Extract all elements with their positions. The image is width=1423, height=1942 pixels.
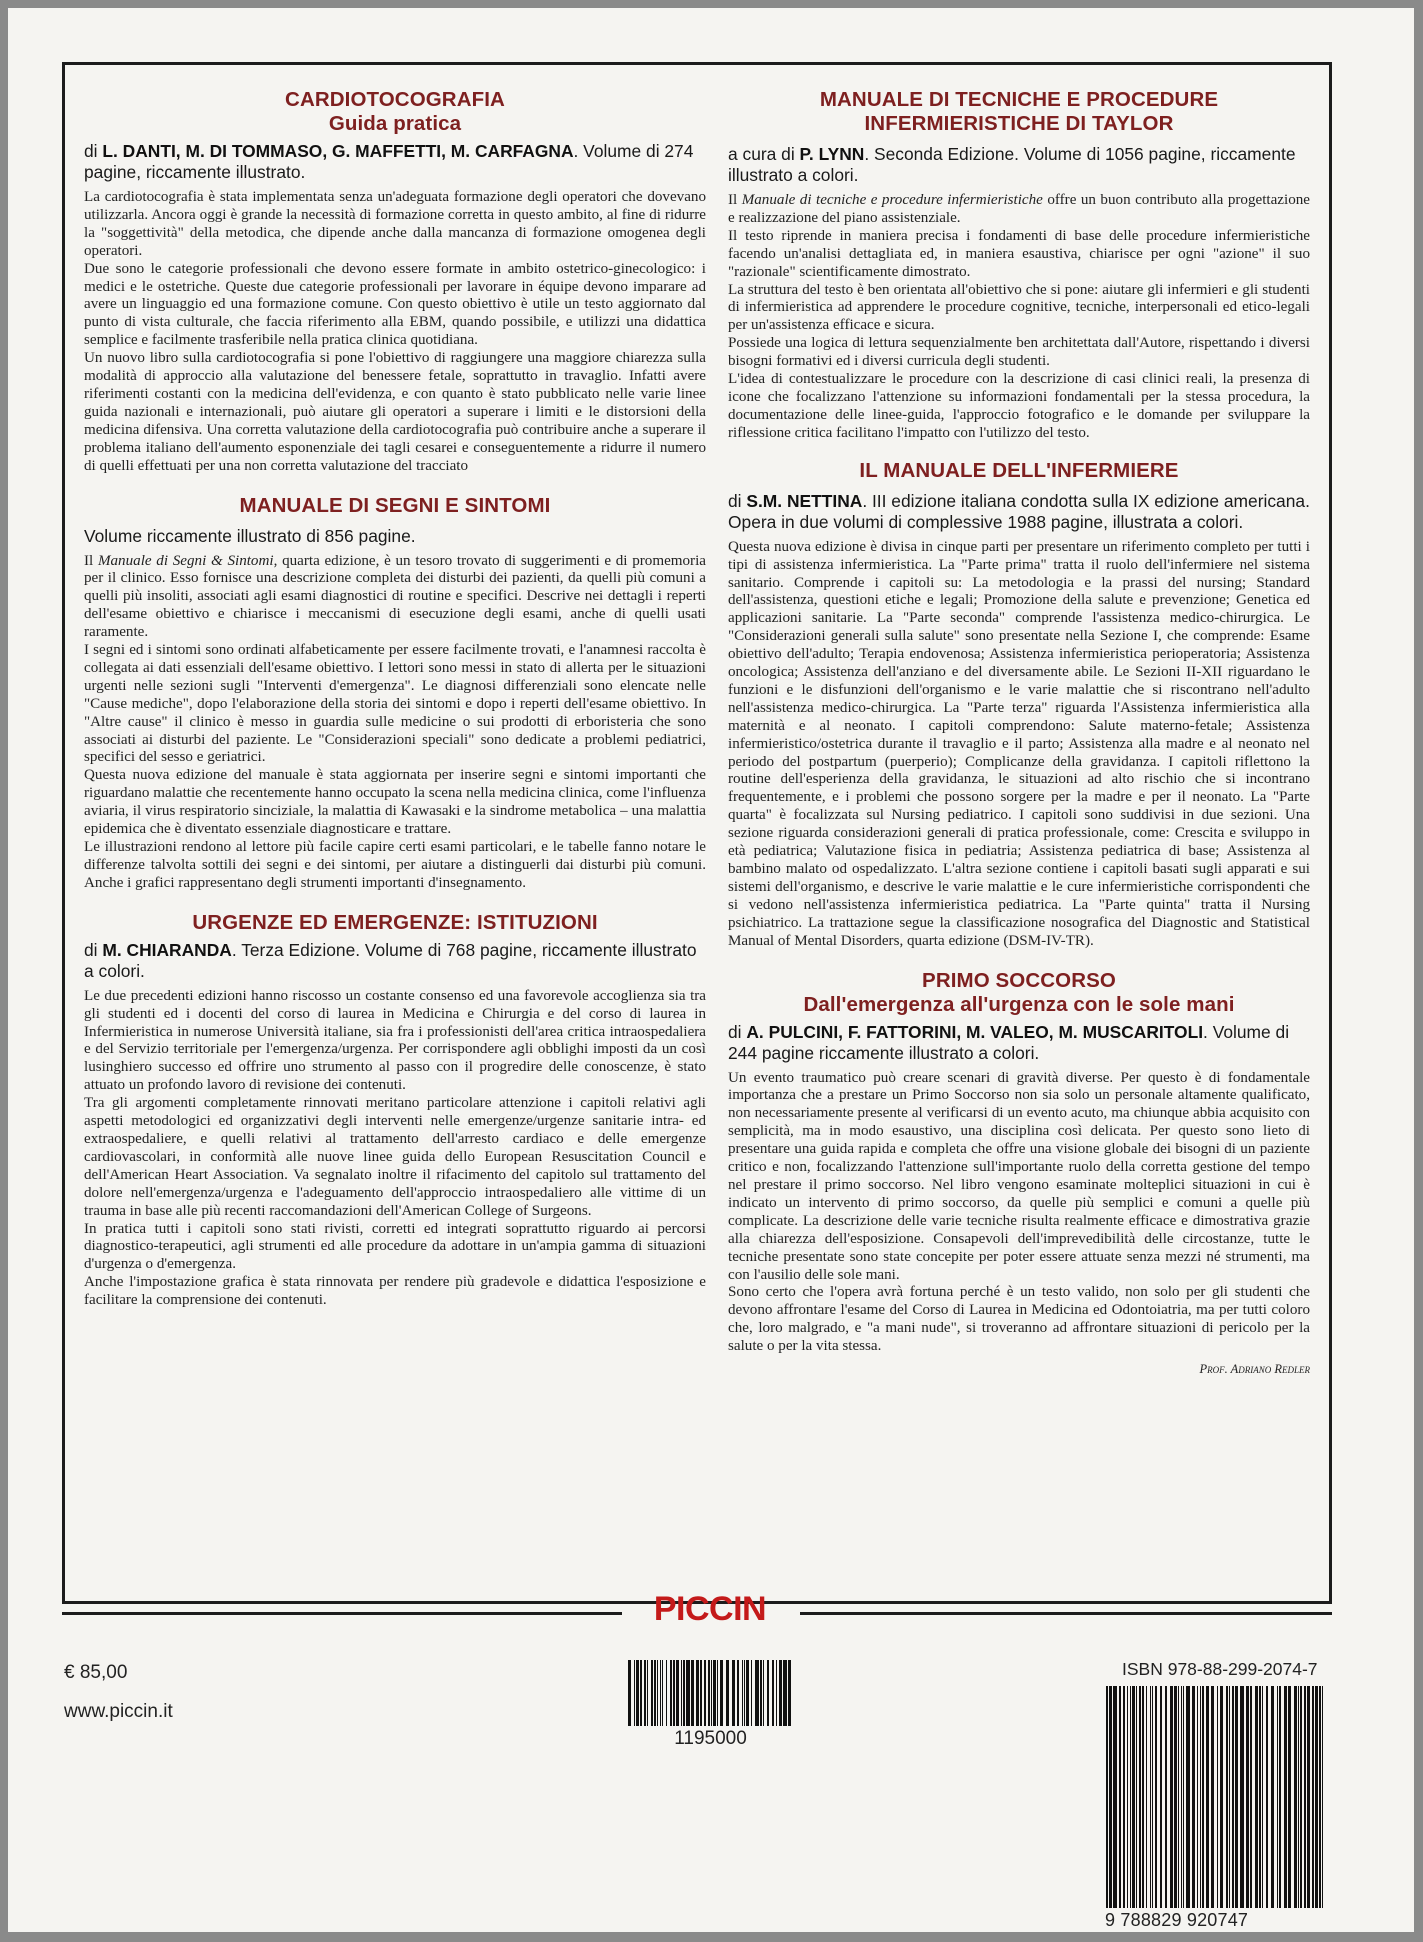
barcode-bar	[742, 1660, 743, 1726]
barcode-bar	[1262, 1686, 1263, 1908]
barcode-bar	[1160, 1686, 1162, 1908]
book-title	[728, 88, 1310, 136]
barcode-bar	[1232, 1686, 1234, 1908]
barcode-bar	[628, 1660, 631, 1726]
price: € 85,00	[64, 1662, 128, 1683]
barcode-bar	[1127, 1686, 1128, 1908]
barcode-bar	[640, 1660, 642, 1726]
book-tecniche-procedure	[728, 88, 1310, 443]
barcode-bar	[1315, 1686, 1318, 1908]
author-names: P. LYNN	[799, 144, 865, 164]
barcode-bar	[1174, 1686, 1177, 1908]
barcode-bar	[760, 1660, 762, 1726]
paragraph: Questa nuova edizione è divisa in cinque parti per presentare un riferimento completo per tutti i tipi di assistenza infermieristica. La "Parte prima" tratta il ruolo dell'infermiere nel sistema sanitario. Comprende i capitoli su: La metodologia e la prassi del nursing; Standard dell'assistenza, questioni etiche e legali; Promozione della salute e prevenzione; Genetica ed applicazioni sanitarie. La "Parte seconda" comprende l'assistenza medico-chirurgica. Le "Considerazioni generali sulla salute" sono presentate nella Sezione I, che comprende: Esame obiettivo dell'adulto; Terapia endovenosa; Assistenza infermieristica perioperatoria; Assistenza oncologica; Assistenza dell'anziano e del diversamente abile. Le Sezioni II-XII riguardano le funzioni e le disfunzioni dell'organismo e le varie malattie che si riscontrano nell'adulto nell'assistenza medico-chirurgica. La "Parte terza" riguarda l'Assistenza infermieristica alla maternità e al neonato. I capitoli comprendono: Salute materno-fetale; Assistenza infermieristico/ostetrica durante il travaglio e il parto; Assistenza alla madre e al neonato nel periodo del postpartum (puerperio); Complicanze della gravidanza. I capitoli riflettono la routine dell'esperienza della gravidanza, le situazioni ad alto rischio che si incontrano frequentemente, e i problemi che possono sorgere per la madre e per il neonato. La "Parte quarta" è focalizzata sul Nursing pediatrico. I capitoli sono suddivisi in due sezioni. Una sezione riguarda considerazioni generali di pratica professionale, come: Crescita e sviluppo in età pediatrica; Valutazione fisica in pediatria; Assistenza pediatrica di base; Assistenza al bambino malato od ospedalizzato. L'altra sezione contiene i capitoli basati sugli apparati e sui sistemi dell'organismo, e descrive le varie malattie e le cure infermieristiche corrispondenti che si vedono nell'assistenza infermieristica pediatrica. La "Parte quinta" tratta il Nursing psichiatrico. La trattazione segue la classificazione nosografica del Diagnostic and Statistical Manual of Mental Disorders, quarta edizione (DSM-IV-TR).	[728, 538, 1310, 949]
barcode-bar	[1235, 1686, 1238, 1908]
barcode-bar	[1250, 1686, 1252, 1908]
barcode-bar	[1130, 1686, 1131, 1908]
barcode-bar	[1206, 1686, 1209, 1908]
barcode-bar	[704, 1660, 706, 1726]
barcode-bar	[1271, 1686, 1274, 1908]
barcode-bar	[1123, 1686, 1125, 1908]
book-title-italic: Manuale di Segni & Sintomi	[97, 552, 274, 569]
paragraph: Un evento traumatico può creare scenari di gravità diverse. Per questo è di fondamentale importanza che a prestare un Primo Soccorso non sia solo un personale altamente qualificato, non necessariamente presente al verificarsi di un evento acuto, ma chiunque abbia acquisito con semplicità, ma in modo esaustivo, una disciplina così delicata. Per questo sono lieto di presentare una guida rapida e completa che offre una visione globale dei bisogni di un paziente critico e non, focalizzando l'attenzione sull'importante ruolo della corretta gestione del tempo nel prestare il primo soccorso. Nel libro vengono esaminate molteplici situazioni in cui è indicato un intervento di primo soccorso, da quelle più semplici e comuni a quelle più complicate. La descrizione delle varie tecniche risulta realmente efficace e dimostrativa grazie alla chiarezza dell'esposizione. Consapevoli dell'imprevedibilità delle circostanze, tutte le tecniche presentate sono state concepite per poter essere attuate senza mezzi né strumenti, ma con l'ausilio delle sole mani.	[728, 1069, 1310, 1283]
paragraph: Le illustrazioni rendono al lettore più facile capire certi esami particolari, e le tabelle fanno notare le differenze talvolta sottili dei segni e dei sintomi, per aiutare a distinguerli dai disturbi più comuni. Anche i grafici rappresentano degli strumenti importanti d'insegnamento.	[84, 839, 706, 891]
paragraph: Tra gli argomenti completamente rinnovati meritano particolare attenzione i capitoli relativi agli aspetti metodologici ed organizzativi degli interventi nelle emergenze/urgenze sanitarie intra- ed extraospedaliere, e quelli relativi al trattamento dell'arresto cardiaco e delle emergenze cardiovascolari, in conformità alle nuove linee guida dello European Resuscitation Council e dell'American Heart Association. Va segnalato inoltre il rifacimento del capitolo sul trattamento del dolore nell'emergenza/urgenza e l'adeguamento dell'approccio intraospedaliero alle vittime di un trauma in base alle più recenti raccomandazioni dell'American College of Surgeons.	[84, 1095, 706, 1219]
author-prefix: di	[84, 939, 103, 960]
barcode-bar	[1170, 1686, 1173, 1908]
barcode-bar	[1322, 1686, 1323, 1908]
book-title	[84, 88, 706, 136]
barcode-bar	[1294, 1686, 1297, 1908]
book-description	[84, 988, 706, 1310]
barcode-bar	[1119, 1686, 1121, 1908]
barcode-bar	[1288, 1686, 1291, 1908]
book-details: . Seconda Edizione. Volume di 1056 pagine, riccamente illustrato a colori.	[728, 144, 1296, 185]
book-authors	[728, 1022, 1310, 1064]
barcode-bar	[676, 1660, 679, 1726]
paragraph: La cardiotocografia è stata implementata senza un'adeguata formazione degli operatori che dovevano utilizzarla. Ancora oggi è grande la necessità di formazione corretta in questo ambito, al fine di ridurre la "soggettività" della metodica, che dipende anche dalla mancanza di formazione omogenea degli operatori.	[84, 189, 706, 259]
barcode-bar	[696, 1660, 699, 1726]
paragraph	[84, 553, 706, 643]
piccin-logo: PICCIN	[653, 1590, 767, 1628]
author-names: S.M. NETTINA	[746, 490, 863, 511]
paragraph: Anche l'impostazione grafica è stata rinnovata per rendere più gradevole e didattica l'esposizione e facilitare la comprensione dei contenuti.	[84, 1274, 706, 1309]
website-link[interactable]: www.piccin.it	[64, 1701, 173, 1722]
divider-left	[62, 1612, 622, 1615]
book-authors	[84, 940, 706, 982]
book-title-italic: Manuale di tecniche e procedure infermieristiche	[741, 192, 1043, 208]
isbn-label: ISBN 978-88-299-2074-7	[1122, 1659, 1318, 1679]
author-prefix: a cura di	[728, 144, 800, 164]
barcode-bar	[1307, 1686, 1310, 1908]
barcode-bar	[644, 1660, 646, 1726]
title-line-2: Dall'emergenza all'urgenza con le sole mani	[803, 992, 1235, 1016]
author-prefix: di	[84, 141, 103, 161]
author-names: L. DANTI, M. DI TOMMASO, G. MAFFETTI, M. CARFAGNA	[102, 141, 574, 161]
barcode-bar	[1266, 1686, 1268, 1908]
barcode-bar	[737, 1660, 739, 1726]
barcode-bar	[726, 1660, 729, 1726]
barcode-bar	[1246, 1686, 1249, 1908]
book-title: URGENZE ED EMERGENZE: ISTITUZIONI	[192, 910, 598, 934]
barcode-bar	[1192, 1686, 1195, 1908]
barcode-bar	[751, 1660, 752, 1726]
barcode-bar	[683, 1660, 685, 1726]
barcode-bar	[783, 1660, 787, 1726]
barcode-bar	[1277, 1686, 1278, 1908]
left-column	[84, 88, 706, 1310]
barcode-bar	[651, 1660, 653, 1726]
right-column	[728, 88, 1310, 1377]
book-description	[728, 192, 1310, 443]
book-description	[84, 553, 706, 893]
preface-signature: Prof. Adriano Redler	[1199, 1362, 1310, 1377]
barcode-bar	[691, 1660, 694, 1726]
barcode-bar	[763, 1660, 764, 1726]
barcode-bar	[746, 1660, 749, 1726]
paragraph: L'idea di contestualizzare le procedure con la descrizione di casi clinici reali, la presenza di icone che focalizzano l'attenzione su informazioni fondamentali per la stessa procedura, la documentazione delle linee-guida, l'approccio fotografico e le domande per sviluppare la riflessione critica facilitano l'impatto con l'utilizzo del testo.	[728, 371, 1310, 441]
barcode-bar	[776, 1660, 777, 1726]
barcode-bar	[662, 1660, 663, 1726]
book-segni-sintomi	[84, 494, 706, 893]
barcode-bar	[1259, 1686, 1261, 1908]
barcode-bar	[1229, 1686, 1230, 1908]
barcode-bar	[657, 1660, 658, 1726]
barcode-bar	[1186, 1686, 1190, 1908]
book-urgenze-emergenze	[84, 911, 706, 1310]
barcode-bar	[654, 1660, 656, 1726]
title-line-1: MANUALE DI TECNICHE E PROCEDURE	[819, 88, 1219, 111]
barcode-bar	[636, 1660, 639, 1726]
barcode-bar	[708, 1660, 710, 1726]
barcode-bar	[720, 1660, 723, 1726]
author-names: M. CHIARANDA	[102, 939, 232, 960]
ean-barcode	[1105, 1686, 1327, 1908]
barcode-bar	[767, 1660, 769, 1726]
barcode-bar	[1312, 1686, 1314, 1908]
paragraph: Questa nuova edizione del manuale è stata aggiornata per inserire segni e sintomi importanti che riguardano malattie che recentemente hanno occupato la scena nella medicina clinica, come l'influenza aviaria, il virus respiratorio sinciziale, la malattia di Kawasaki e la sindrome metabolica – una malattia epidemica che è diventato essenziale diagnosticare e trattare.	[84, 767, 706, 838]
barcode-bar	[1132, 1686, 1135, 1908]
barcode-bar	[1165, 1686, 1167, 1908]
text: offre un buon contributo alla progettazione e realizzazione del piano assistenziale.	[728, 192, 1310, 226]
book-authors	[84, 141, 706, 183]
paragraph: In pratica tutti i capitoli sono stati rivisti, corretti ed integrati soprattutto riguardo ai percorsi diagnostico-terapeutici, agli strumenti ed alle procedure da adottare in un'ampia gamma di situazioni d'urgenza o d'emergenza.	[84, 1220, 706, 1273]
barcode-bar	[1136, 1686, 1137, 1908]
barcode-bar	[1150, 1686, 1151, 1908]
barcode-bar	[1183, 1686, 1184, 1908]
barcode-bar	[1202, 1686, 1204, 1908]
author-names: A. PULCINI, F. FATTORINI, M. VALEO, M. MUSCARITOLI	[746, 1021, 1204, 1042]
title-line-2: Guida pratica	[328, 112, 462, 135]
barcode-bar	[647, 1660, 648, 1726]
barcode-bar	[1255, 1686, 1258, 1908]
book-details: . Terza Edizione. Volume di 768 pagine, riccamente illustrato a colori.	[84, 939, 697, 981]
title-line-2: INFERMIERISTICHE DI TAYLOR	[864, 112, 1174, 135]
paragraph: Le due precedenti edizioni hanno riscosso un costante consenso ed una favorevole accoglienza sia tra gli studenti ed i docenti del corso di laurea in Medicina e Chirurgia e del corso di laurea in Infermieristica in numerose Università italiane, sia fra i professionisti dell'area critica intraospedaliera e del Servizio territoriale per l'emergenza/urgenza. Per corrispondere agli obblighi imposti da un così lusinghiero successo ed offrire uno strumento al passo con il progredire delle conoscenze, è stato attuato un profondo lavoro di revisione dei contenuti.	[84, 987, 706, 1094]
barcode-bar	[673, 1660, 675, 1726]
barcode-bar	[1181, 1686, 1182, 1908]
paragraph: Due sono le categorie professionali che devono essere formate in ambito ostetrico-ginecologico: i medici e le ostetriche. Queste due categorie professionali per lavorare in équipe devono imparare ad avere un linguaggio ed una formazione comune. Con questo obiettivo è utile un testo aggiornato dal punto di vista culturale, che faccia riferimento alla EBM, quando possibile, e utilizzi una didattica semplice e facilmente trasferibile nella pratica clinica quotidiana.	[84, 260, 706, 349]
paragraph: Il testo riprende in maniera precisa i fondamenti di base delle procedure infermieristiche facendo un'analisi dettagliata ed, in maniera esaustiva, chiarisce per ogni "azione" il suo "razionale" scientificamente dimostrato.	[728, 227, 1310, 280]
barcode-bar	[744, 1660, 745, 1726]
title-line-1: CARDIOTOCOGRAFIA	[285, 88, 505, 111]
book-manuale-infermiere	[728, 459, 1310, 951]
book-details: . III edizione italiana condotta sulla IX edizione americana. Opera in due volumi di complessive 1988 pagine, illustrata a colori.	[728, 490, 1310, 532]
book-authors	[728, 491, 1310, 533]
barcode-bar	[772, 1660, 774, 1726]
barcode-bar	[634, 1660, 635, 1726]
text: Il	[728, 192, 742, 208]
ean-digits: 9 788829 920747	[1105, 1910, 1249, 1930]
barcode-bar	[1319, 1686, 1321, 1908]
barcode-bar	[1279, 1686, 1281, 1908]
paragraph: Un nuovo libro sulla cardiotocografia si pone l'obiettivo di raggiungere una maggiore chiarezza sulla modalità di approccio alla valutazione del benessere fetale, soprattutto in travaglio. Infatti avere riferimenti costanti con la medicina dell'evidenza, e con quanto è stato pubblicato nelle varie linee guida nazionali e internazionali, può aiutare gli operatori a superare i limiti e le distorsioni della medicina difensiva. Una corretta valutazione della cardiotocografia può contribuire anche a superare il problema italiano dell'aumento esponenziale dei tagli cesarei e conseguentemente a ridurre il numero di quelli effettuati per una non corretta valutazione del tracciato	[84, 350, 706, 474]
book-authors	[728, 144, 1310, 186]
barcode-bar	[1155, 1686, 1157, 1908]
barcode-bar	[700, 1660, 702, 1726]
barcode-bar	[1109, 1686, 1112, 1908]
barcode-bar	[1113, 1686, 1117, 1908]
barcode-bar	[1217, 1686, 1218, 1908]
book-title: IL MANUALE DELL'INFERMIERE	[859, 458, 1179, 482]
barcode-bar	[1106, 1686, 1108, 1908]
book-description	[728, 539, 1310, 951]
paragraph: La struttura del testo è ben orientata all'obiettivo che si pone: aiutare gli infermieri e gli studenti di infermieristica ad apprendere le procedure cognitive, tecniche, interpersonali ed etico-legali per un'assistenza efficace e sicura.	[728, 281, 1310, 334]
book-title	[728, 969, 1310, 1017]
paragraph: Possiede una logica di lettura sequenzialmente ben architettata dall'Autore, rispettando i diversi bisogni formativi ed i diversi curricula degli studenti.	[728, 335, 1310, 370]
barcode-bar	[713, 1660, 716, 1726]
book-title: MANUALE DI SEGNI E SINTOMI	[239, 493, 551, 517]
barcode-bar	[711, 1660, 712, 1726]
barcode-bar	[1200, 1686, 1201, 1908]
book-description	[728, 1070, 1310, 1357]
barcode-bar	[1197, 1686, 1198, 1908]
barcode-bar	[1240, 1686, 1244, 1908]
barcode-bar	[1142, 1686, 1144, 1908]
barcode-bar	[788, 1660, 791, 1726]
barcode-bar	[1146, 1686, 1147, 1908]
barcode-bar	[755, 1660, 759, 1726]
barcode-bar	[779, 1660, 782, 1726]
barcode-bar	[1211, 1686, 1214, 1908]
book-details: Volume riccamente illustrato di 856 pagine.	[84, 525, 416, 546]
barcode-bar	[1304, 1686, 1306, 1908]
barcode-bar	[1152, 1686, 1153, 1908]
paragraph: I segni ed i sintomi sono ordinati alfabeticamente per essere facilmente trovati, e l'anamnesi raccolta è collegata ai dati essenziali dell'esame obiettivo. I lettori sono messi in stato di allerta per le situazioni urgenti nelle sezioni sugli "Interventi d'emergenza". Le diagnosi differenziali sono elencate nelle "Cause mediche", dopo l'elaborazione della storia dei sintomi e dopo i reperti dell'esame obiettivo. In "Altre cause" il clinico è messo in guardia sulle medicine o sui prodotti di erboristeria che sono associati ai disturbi del paziente. Le "Considerazioni speciali" sono dedicate a problemi pediatrici, specifici del sesso e geriatrici.	[84, 642, 706, 766]
barcode-bar	[732, 1660, 735, 1726]
paragraph	[728, 192, 1310, 228]
title-line-1: PRIMO SOCCORSO	[922, 968, 1116, 992]
book-details: . Volume di 244 pagine riccamente illustrato a colori.	[728, 1021, 1290, 1063]
barcode-bar	[1300, 1686, 1302, 1908]
barcode-bar	[717, 1660, 718, 1726]
barcode-bar	[1226, 1686, 1228, 1908]
book-primo-soccorso	[728, 969, 1310, 1378]
barcode-bar	[1298, 1686, 1299, 1908]
barcode-bar	[666, 1660, 667, 1726]
book-details: . Volume di 274 pagine, riccamente illustrato.	[84, 141, 694, 182]
internal-code: 1195000	[674, 1728, 747, 1749]
barcode-bar	[670, 1660, 672, 1726]
author-prefix: di	[728, 1021, 747, 1042]
barcode-bar	[1178, 1686, 1179, 1908]
divider-right	[800, 1612, 1332, 1615]
barcode-bar	[1284, 1686, 1287, 1908]
text: , quarta edizione, è un tesoro trovato di suggerimenti e di promemoria per il clinico. Esso fornisce una descrizione completa dei disturbi dei pazienti, da quelli più comuni a quelli più insoliti, associati agli esami diagnostici di routine e specifici. Descrive nei dettagli i reperti dell'esame obiettivo e chiarisce i meccanismi di esecuzione degli esami, anche di quelli usati raramente.	[84, 552, 706, 641]
paragraph: Sono certo che l'opera avrà fortuna perché è un testo valido, non solo per gli studenti che devono affrontare l'esame del Corso di Laurea in Medicina ed Odontoiatria, ma per tutti coloro che, loro malgrado, e "a mani nude", si troveranno ad affrontare situazioni di pericolo per la salute o per la vita stessa.	[728, 1284, 1310, 1355]
barcode-bar	[1220, 1686, 1223, 1908]
barcode-bar	[686, 1660, 690, 1726]
internal-barcode	[627, 1660, 794, 1726]
book-description	[84, 189, 706, 476]
barcode-bar	[660, 1660, 661, 1726]
barcode-bar	[681, 1660, 682, 1726]
book-cardiotocografia	[84, 88, 706, 476]
author-prefix: di	[728, 490, 747, 511]
text: Il	[84, 552, 98, 569]
barcode-bar	[1139, 1686, 1141, 1908]
